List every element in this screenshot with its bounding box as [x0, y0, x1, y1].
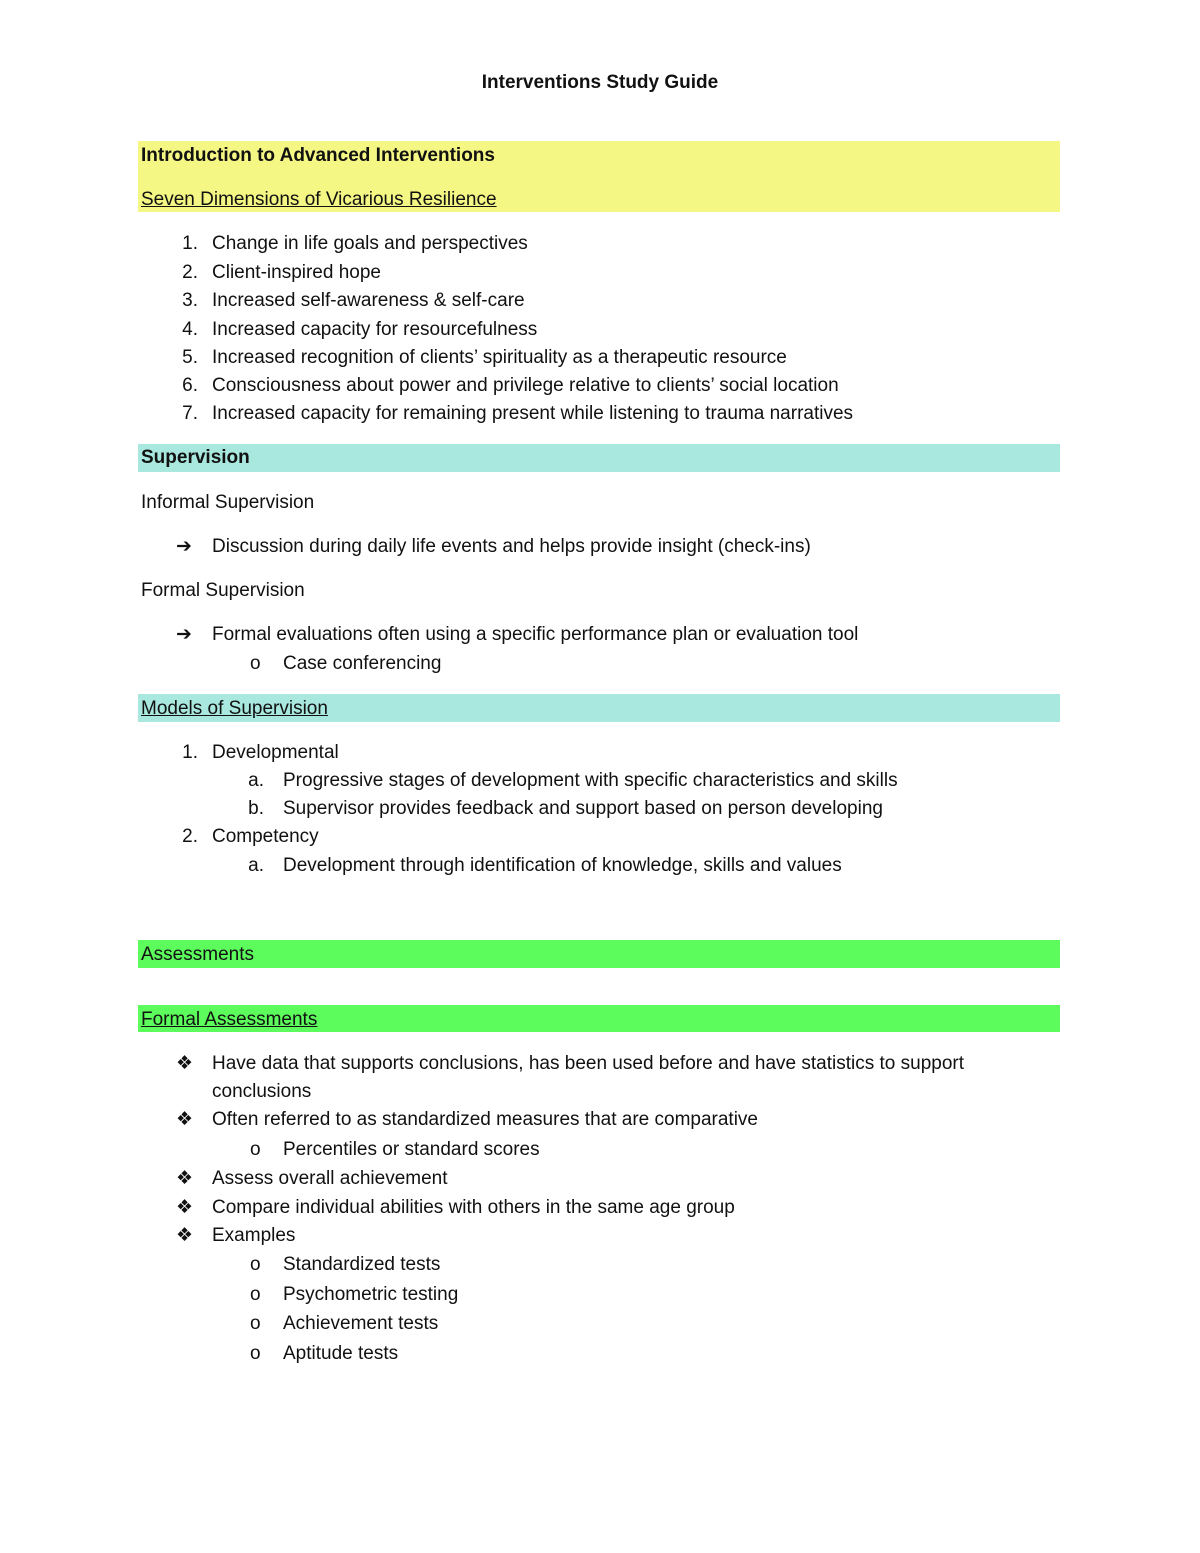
list-item [0, 854, 1200, 878]
circle-bullet-icon: o [250, 1284, 261, 1305]
list-item-text: Psychometric testing [283, 1284, 459, 1305]
list-item-text: Supervisor provides feedback and support based on person developing [283, 798, 883, 819]
list-number: 4. [182, 319, 198, 340]
list-item [0, 535, 1200, 559]
list-item-continuation: conclusions [212, 1081, 312, 1102]
diamond-bullet-icon: ❖ [176, 1168, 194, 1189]
list-item [0, 261, 1200, 285]
circle-bullet-icon: o [250, 653, 261, 674]
list-item-text: Developmental [212, 742, 339, 763]
diamond-bullet-icon: ❖ [176, 1109, 194, 1130]
list-item [0, 318, 1200, 342]
list-item-text: Consciousness about power and privilege relative to clients’ social location [212, 375, 839, 396]
list-item-text: Case conferencing [283, 653, 442, 674]
list-item-text: Compare individual abilities with others in the same age group [212, 1197, 735, 1218]
list-item [0, 289, 1200, 313]
list-number: 6. [182, 375, 198, 396]
list-item [0, 1196, 1200, 1220]
list-item [0, 1108, 1200, 1132]
list-item [0, 346, 1200, 370]
circle-bullet-icon: o [250, 1254, 261, 1275]
list-number: 3. [182, 290, 198, 311]
list-item [0, 374, 1200, 398]
list-item [0, 1342, 1200, 1366]
circle-bullet-icon: o [250, 1343, 261, 1364]
list-item-text: Often referred to as standardized measures that are comparative [212, 1109, 758, 1130]
document-title: Interventions Study Guide [481, 72, 719, 93]
list-number: 1. [182, 742, 198, 763]
list-letter: a. [248, 855, 264, 876]
list-number: 7. [182, 403, 198, 424]
list-item [0, 1138, 1200, 1162]
list-item [0, 623, 1200, 647]
assessments-heading: Assessments [141, 944, 254, 965]
formal-assessments-heading: Formal Assessments [141, 1009, 318, 1030]
list-item [0, 1052, 1200, 1076]
supervision-heading: Supervision [141, 447, 250, 468]
list-number: 2. [182, 262, 198, 283]
list-item [0, 1224, 1200, 1248]
list-item-text: Progressive stages of development with specific characteristics and skills [283, 770, 898, 791]
list-item [0, 1167, 1200, 1191]
list-item [0, 1253, 1200, 1277]
list-item [0, 825, 1200, 849]
arrow-icon: ➔ [176, 536, 192, 557]
list-item-text: Change in life goals and perspectives [212, 233, 528, 254]
assessments-highlight-band [138, 940, 1060, 968]
list-letter: b. [248, 798, 264, 819]
list-item-text: Increased self-awareness & self-care [212, 290, 525, 311]
list-item-text: Development through identification of knowledge, skills and values [283, 855, 842, 876]
diamond-bullet-icon: ❖ [176, 1053, 194, 1074]
intro-subheading: Seven Dimensions of Vicarious Resilience [141, 189, 497, 210]
list-item-text: Increased capacity for remaining present while listening to trauma narratives [212, 403, 854, 424]
list-item-text: Competency [212, 826, 319, 847]
list-item [0, 1312, 1200, 1336]
list-item-text: Standardized tests [283, 1254, 441, 1275]
supervision-highlight-band [138, 444, 1060, 472]
arrow-icon: ➔ [176, 624, 192, 645]
list-item-text: Increased recognition of clients’ spirituality as a therapeutic resource [212, 347, 787, 368]
circle-bullet-icon: o [250, 1139, 261, 1160]
list-item [0, 232, 1200, 256]
list-item-text: Aptitude tests [283, 1343, 399, 1364]
list-item-text: Client-inspired hope [212, 262, 381, 283]
list-item [0, 797, 1200, 821]
list-item [0, 652, 1200, 676]
intro-heading: Introduction to Advanced Interventions [141, 145, 495, 166]
list-item [0, 1283, 1200, 1307]
list-number: 5. [182, 347, 198, 368]
list-item [0, 402, 1200, 426]
list-item-text: Percentiles or standard scores [283, 1139, 540, 1160]
informal-supervision-label: Informal Supervision [141, 492, 315, 513]
list-item-text: Examples [212, 1225, 296, 1246]
diamond-bullet-icon: ❖ [176, 1225, 194, 1246]
list-letter: a. [248, 770, 264, 791]
list-number: 1. [182, 233, 198, 254]
list-item-text: Have data that supports conclusions, has been used before and have statistics to support [212, 1053, 965, 1074]
list-number: 2. [182, 826, 198, 847]
list-item-text: Discussion during daily life events and helps provide insight (check-ins) [212, 536, 811, 557]
list-item-text: Formal evaluations often using a specific performance plan or evaluation tool [212, 624, 859, 645]
formal-supervision-label: Formal Supervision [141, 580, 305, 601]
diamond-bullet-icon: ❖ [176, 1197, 194, 1218]
models-heading: Models of Supervision [141, 698, 328, 719]
list-item-text: Achievement tests [283, 1313, 439, 1334]
circle-bullet-icon: o [250, 1313, 261, 1334]
list-item [0, 769, 1200, 793]
list-item-text: Assess overall achievement [212, 1168, 448, 1189]
list-item [0, 741, 1200, 765]
list-item-text: Increased capacity for resourcefulness [212, 319, 538, 340]
